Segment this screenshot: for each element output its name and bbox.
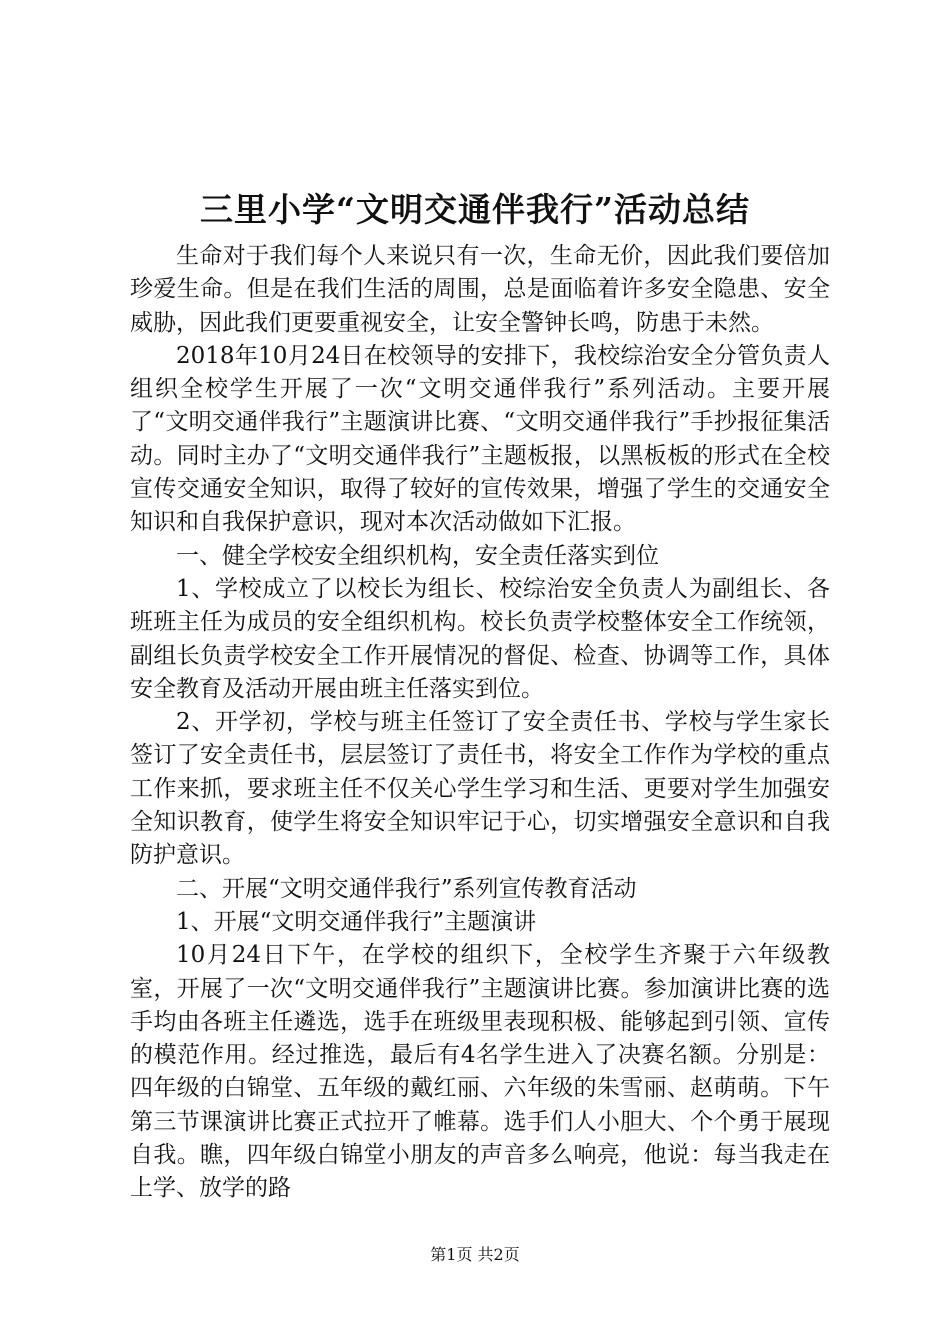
paragraph-speech-contest: 10月24日下午，在学校的组织下，全校学生齐聚于六年级教室，开展了一次“文明交通伴我行”主题演讲比赛。参加演讲比赛的选手均由各班主任遴选，选手在班级里表现积极、能够起到引领、宣传的模范作用。经过推选，最后有4名学生进入了决赛名额。分别是：四年级的白锦堂、五年级的戴红丽、六年级的朱雪丽、赵萌萌。下午第三节课演讲比赛正式拉开了帷幕。选手们人小胆大、个个勇于展现自我。瞧，四年级白锦堂小朋友的声音多么响亮，他说：每当我走在上学、放学的路 <box>130 942 830 1202</box>
subsection-heading-1: 1、开展“文明交通伴我行”主题演讲 <box>176 908 537 935</box>
document-body <box>130 240 830 1206</box>
paragraph-item-2: 2、开学初，学校与班主任签订了安全责任书、学校与学生家长签订了安全责任书，层层签订了责任书，将安全工作作为学校的重点工作来抓，要求班主任不仅关心学生学习和生活、更要对学生加强安全知识教育，使学生将安全知识牢记于心，切实增强安全意识和自我防护意识。 <box>130 709 830 869</box>
paragraph-item-1: 1、学校成立了以校长为组长、校综治安全负责人为副组长、各班班主任为成员的安全组织机构。校长负责学校整体安全工作统领，副组长负责学校安全工作开展情况的督促、检查、协调等工作，具体安全教育及活动开展由班主任落实到位。 <box>130 575 830 702</box>
section-heading-2: 二、开展“文明交通伴我行”系列宣传教育活动 <box>176 875 637 902</box>
document-title: 三里小学“文明交通伴我行”活动总结 <box>200 190 750 229</box>
page-indicator: 第1页 共2页 <box>430 1245 520 1264</box>
paragraph-activity-overview: 2018年10月24日在校领导的安排下，我校综治安全分管负责人组织全校学生开展了一次“文明交通伴我行”系列活动。主要开展了“文明交通伴我行”主题演讲比赛、“文明交通伴我行”手抄报征集活动。同时主办了“文明交通伴我行”主题板报，以黑板板的形式在全校宣传交通安全知识，取得了较好的宣传效果，增强了学生的交通安全知识和自我保护意识，现对本次活动做如下汇报。 <box>130 342 830 536</box>
section-heading-1: 一、健全学校安全组织机构，安全责任落实到位 <box>176 542 659 569</box>
paragraph-intro: 生命对于我们每个人来说只有一次，生命无价，因此我们要倍加珍爱生命。但是在我们生活的周围，总是面临着许多安全隐患、安全威胁，因此我们更要重视安全，让安全警钟长鸣，防患于未然。 <box>130 243 830 336</box>
